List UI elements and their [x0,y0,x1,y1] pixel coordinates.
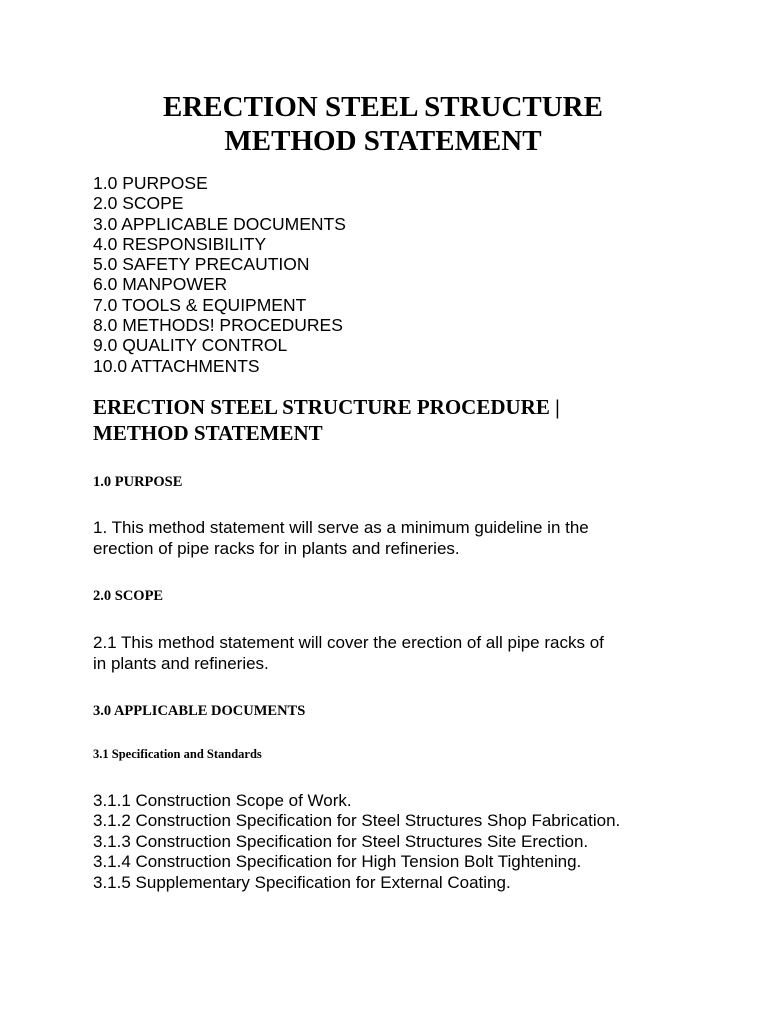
purpose-paragraph [93,517,733,559]
toc-item: 5.0 SAFETY PRECAUTION [93,254,310,275]
toc-item: 3.0 APPLICABLE DOCUMENTS [93,213,346,234]
scope-heading: 2.0 SCOPE [93,588,164,604]
purpose-line-1: 1. This method statement will serve as a minimum guideline in the [93,518,589,537]
applicable-documents-heading: 3.0 APPLICABLE DOCUMENTS [93,703,306,719]
toc-item: 1.0 PURPOSE [93,173,208,193]
purpose-heading: 1.0 PURPOSE [93,474,183,490]
toc-item: 2.0 SCOPE [93,193,184,214]
section-title-line-2: METHOD STATEMENT [93,421,323,445]
scope-paragraph [93,632,733,674]
scope-line-2: in plants and refineries. [93,654,269,673]
specification-item: 3.1.1 Construction Scope of Work. [93,791,352,810]
specification-item: 3.1.4 Construction Specification for High Tension Bolt Tightening. [93,852,582,872]
title-line-1: ERECTION STEEL STRUCTURE [163,91,603,123]
purpose-line-2: erection of pipe racks for in plants and refineries. [93,539,460,558]
specification-item: 3.1.3 Construction Specification for Steel Structures Site Erection. [93,831,589,851]
toc-item: 8.0 METHODS! PROCEDURES [93,315,343,336]
toc-item: 7.0 TOOLS & EQUIPMENT [93,294,307,315]
specification-item: 3.1.2 Construction Specification for Steel Structures Shop Fabrication. [93,811,621,831]
scope-line-1: 2.1 This method statement will cover the erection of all pipe racks of [93,633,604,652]
specifications-subheading: 3.1 Specification and Standards [93,747,262,761]
specifications-list [93,791,620,893]
toc-item: 9.0 QUALITY CONTROL [93,335,288,356]
table-of-contents [93,173,346,376]
section-title-line-1: ERECTION STEEL STRUCTURE PROCEDURE | [93,395,560,419]
section-title [93,394,733,446]
toc-item: 6.0 MANPOWER [93,274,228,295]
specification-item: 3.1.5 Supplementary Specification for External Coating. [93,872,511,892]
document-title [93,90,673,158]
title-line-2: METHOD STATEMENT [224,125,542,157]
toc-item: 10.0 ATTACHMENTS [93,355,260,376]
toc-item: 4.0 RESPONSIBILITY [93,233,267,254]
